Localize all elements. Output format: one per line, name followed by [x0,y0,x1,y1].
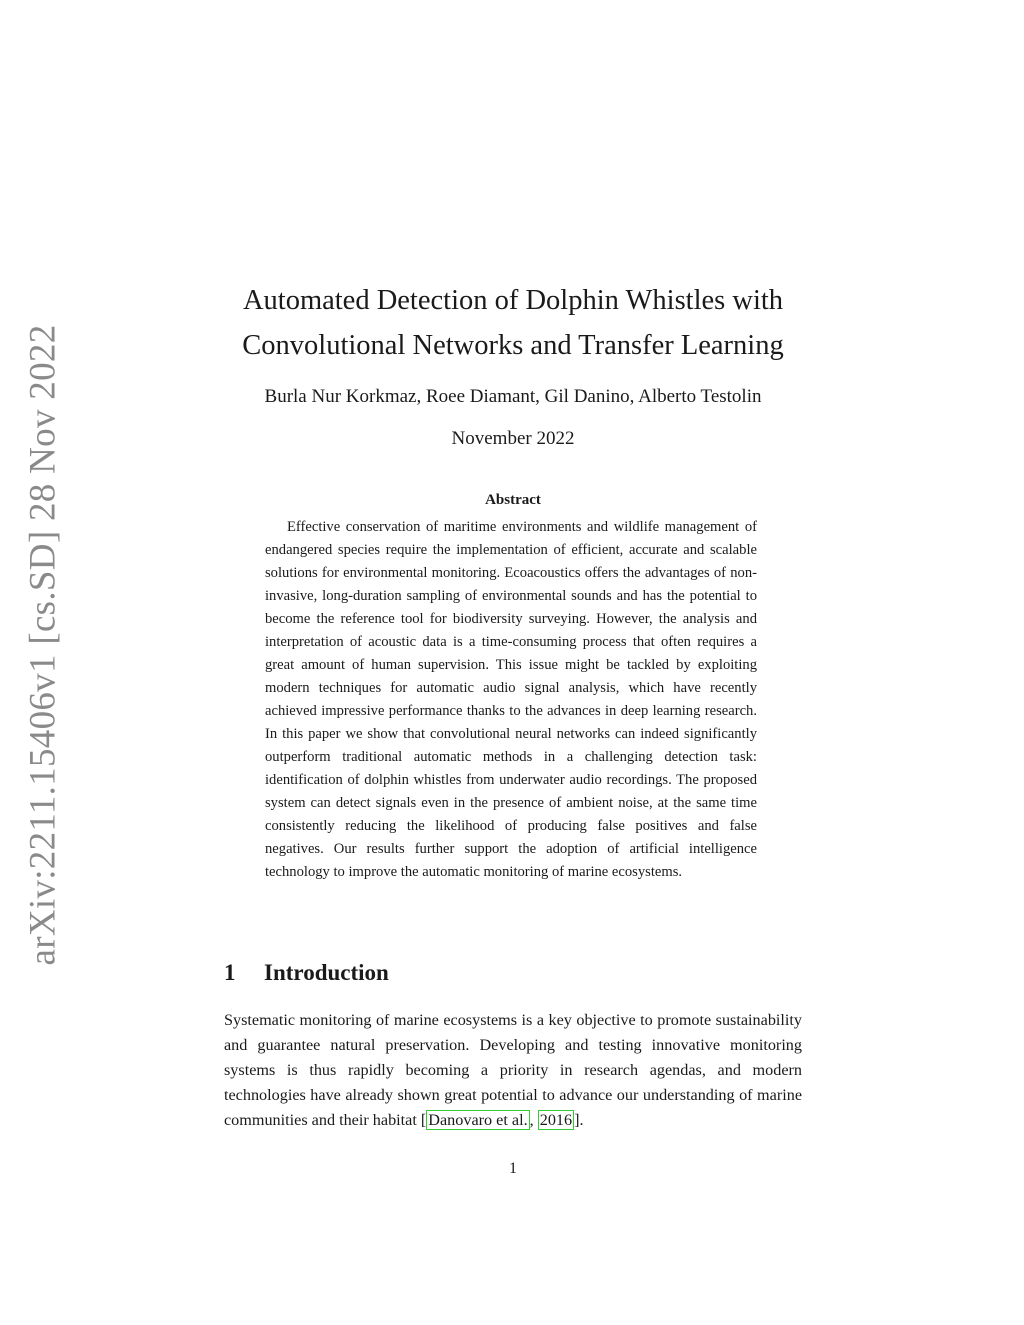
section-number: 1 [224,960,236,985]
citation-link-year[interactable]: 2016 [539,1111,573,1129]
abstract-text: Effective conservation of maritime environments and wildlife management of endangered species require the implementation of efficient, accurate and scalable solutions for environmental monitoring. Ecoacoustics offers the advantages of non-invasive, long-duration sampling of environmental sounds and has the potential to become the reference tool for biodiversity surveying. However, the analysis and interpretation of acoustic data is a time-consuming process that often requires a great amount of human supervision. This issue might be tackled by exploiting modern techniques for automatic audio signal analysis, which have recently achieved impressive performance thanks to the advances in deep learning research. In this paper we show that convolutional neural networks can indeed significantly outperform traditional automatic methods in a challenging detection task: identification of dolphin whistles from underwater audio recordings. The proposed system can detect signals even in the presence of ambient noise, at the same time consistently reducing the likelihood of producing false positives and false negatives. Our results further support the adoption of artificial intelligence technology to improve the automatic monitoring of marine ecosystems. [265,519,757,880]
citation-open-bracket: [ [416,1111,427,1129]
section-title: Introduction [264,960,389,985]
author-list: Burla Nur Korkmaz, Roee Diamant, Gil Danino, Alberto Testolin [264,386,762,407]
title-line-1: Automated Detection of Dolphin Whistles with [242,285,784,316]
introduction-paragraph [224,1008,802,1133]
section-heading-introduction [224,960,802,986]
publication-date: November 2022 [451,428,575,449]
citation-close-bracket: ]. [574,1111,584,1129]
introduction-text: Systematic monitoring of marine ecosystems is a key objective to promote sustainability and guarantee natural preservation. Developing and testing innovative monitoring systems is thus rapidly becoming a priority in research agendas, and modern technologies have already shown great potential to advance our understanding of marine communities and their habitat [224,1011,802,1129]
abstract-heading: Abstract [485,492,541,508]
page-number: 1 [509,1160,517,1177]
title-line-2: Convolutional Networks and Transfer Learning [242,330,784,361]
citation-link-author[interactable]: Danovaro et al. [428,1111,528,1129]
arxiv-identifier-stamp: arXiv:2211.15406v1 [cs.SD] 28 Nov 2022 [22,324,64,966]
paper-title [194,278,832,368]
citation-separator: , [529,1111,538,1129]
